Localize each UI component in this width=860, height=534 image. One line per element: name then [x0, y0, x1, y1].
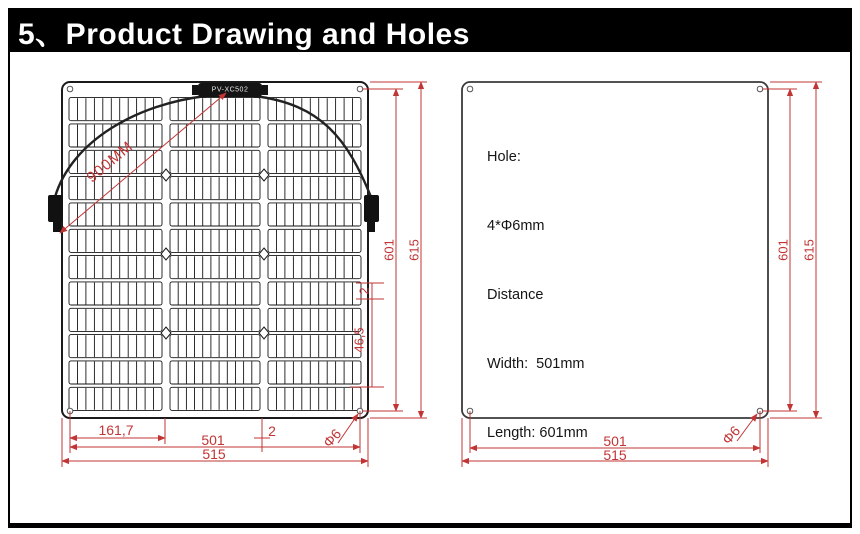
hole-icon	[467, 86, 473, 92]
connector-right-tip	[367, 221, 375, 232]
front-view-panel	[48, 82, 427, 467]
hole-icon	[357, 86, 363, 92]
dim-label-515-front: 515	[202, 446, 226, 462]
dim-label-615-back: 615	[801, 239, 817, 261]
junction-box-body	[198, 83, 262, 97]
note-line: Distance	[487, 287, 544, 303]
dim-label-hole-dia-front: Φ6	[319, 425, 345, 451]
back-outline	[462, 82, 768, 418]
dim-label-hole-dia-back: Φ6	[718, 422, 744, 448]
dim-label-515-back: 515	[603, 447, 627, 463]
page-title: 5、Product Drawing and Holes	[18, 18, 470, 51]
dim-label-edge-gap: 2	[356, 287, 372, 295]
dim-label-615-front: 615	[406, 239, 422, 261]
dim-label-601-front: 601	[381, 239, 397, 261]
dim-label-601-back: 601	[775, 239, 791, 261]
junction-box-tab	[262, 85, 268, 95]
dim-label-501-back: 501	[603, 433, 627, 449]
dim-label-501-front: 501	[201, 432, 225, 448]
dim-label-cell-width: 161,7	[98, 422, 134, 438]
connector-right	[364, 195, 379, 222]
panel-outline	[62, 82, 368, 418]
note-line: Length: 601mm	[487, 425, 588, 441]
note-line: Hole:	[487, 149, 521, 165]
junction-box-label: PV-XC502	[211, 86, 249, 94]
note-line: Width: 501mm	[487, 356, 585, 372]
dim-label-cell-gap: 46,5	[351, 327, 367, 353]
hole-icon	[757, 86, 763, 92]
back-view-panel	[462, 82, 822, 467]
junction-box	[192, 83, 268, 97]
connector-left-tip	[53, 221, 61, 232]
note-line: 4*Φ6mm	[487, 218, 545, 234]
junction-box-tab	[192, 85, 198, 95]
dim-label-divider-gap: 2	[268, 423, 276, 439]
dim-label-cable-length: 900MM	[83, 137, 137, 187]
connector-left	[48, 195, 63, 222]
hole-icon	[67, 86, 73, 92]
